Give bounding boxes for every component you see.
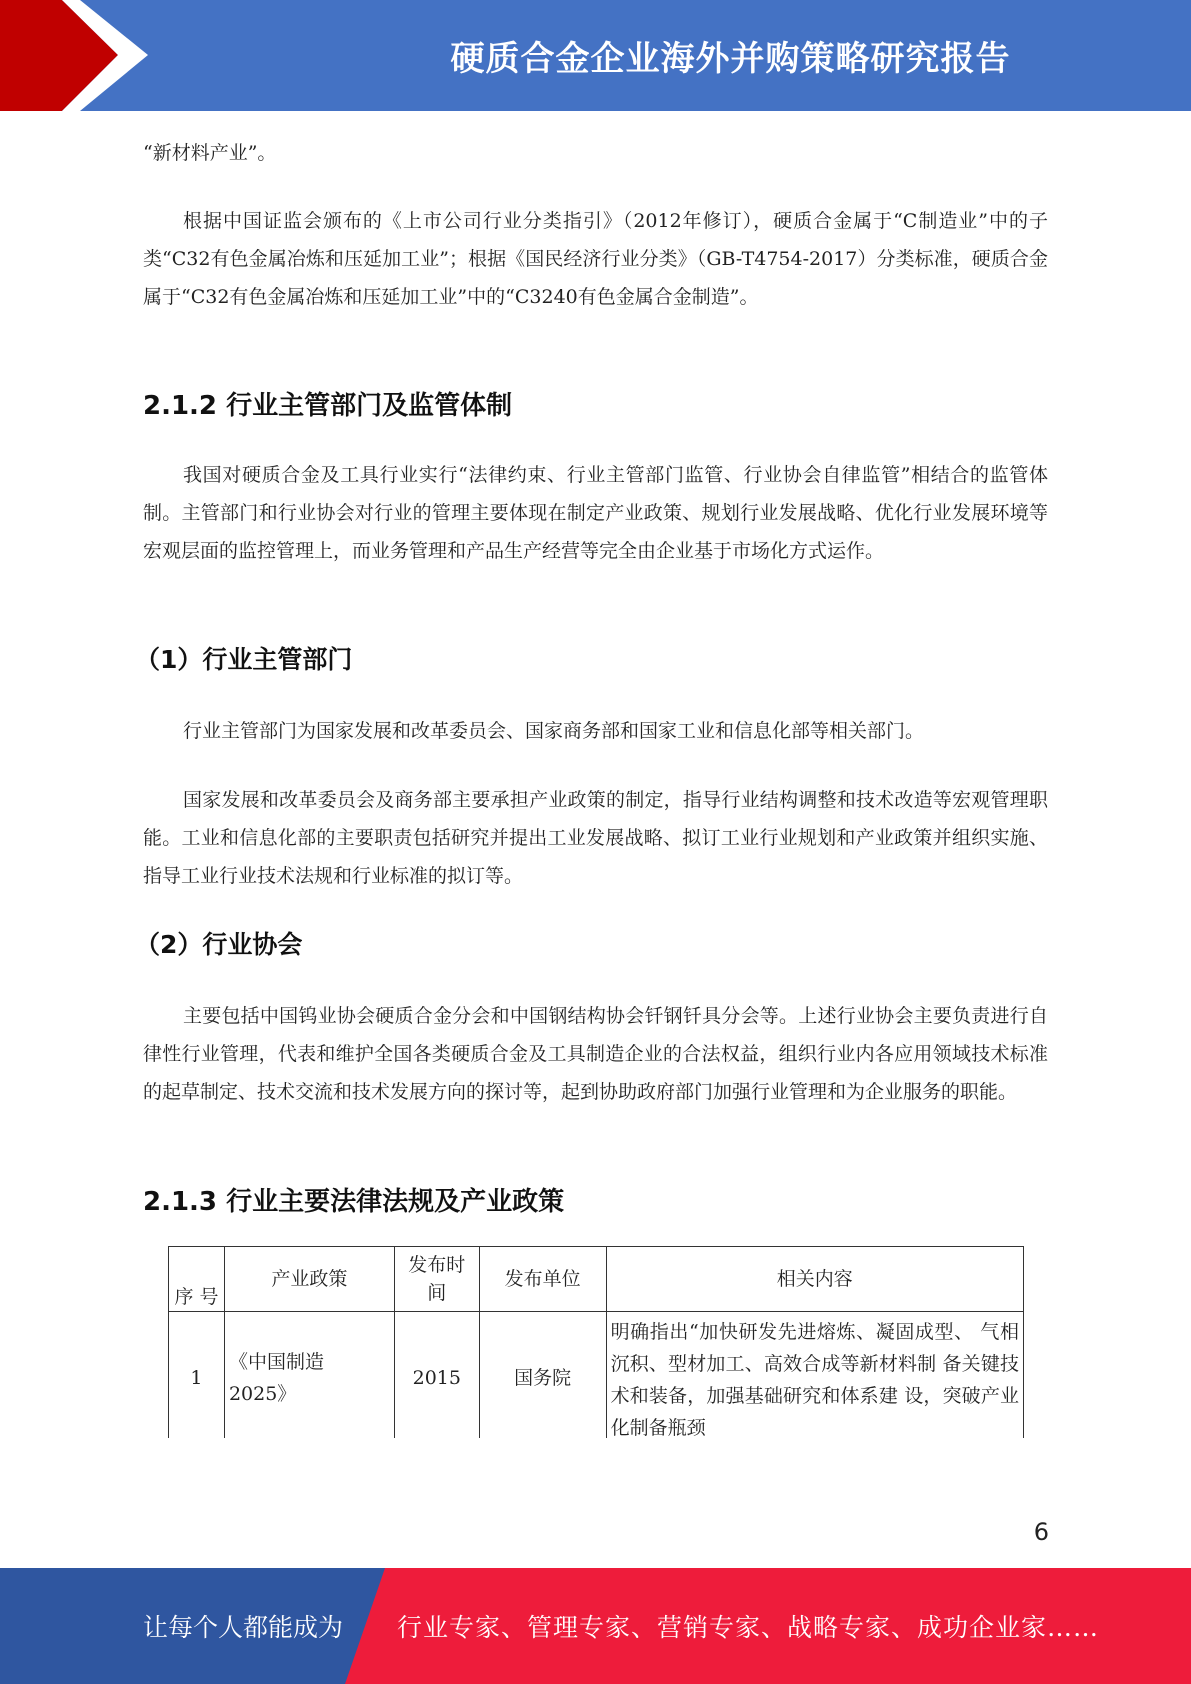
paragraph: 根据中国证监会颁布的《上市公司行业分类指引》（2012年修订），硬质合金属于“C制造业”中的子类“C32有色金属冶炼和压延加工业”；根据《国民经济行业分类》（GB-T4754-2017）分类标准，硬质合金属于“C32有色金属冶炼和压延加工业”中的“C3240有色金属合金制造”。 xyxy=(143,210,1048,308)
footer-slogan-right: 行业专家、管理专家、营销专家、战略专家、成功企业家…… xyxy=(397,1613,1100,1642)
cell-content: 明确指出“加快研发先进熔炼、凝固成型、 气相沉积、型材加工、高效合成等新材料制 备关键技术和装备，加强基础研究和体系建 设，突破产业化制备瓶颈 xyxy=(606,1312,1023,1439)
policy-table xyxy=(168,1246,1024,1438)
cell-issuer: 国务院 xyxy=(479,1312,606,1439)
table-header-row xyxy=(169,1247,1024,1312)
section-heading: 2.1.3 行业主要法律法规及产业政策 xyxy=(143,1187,565,1217)
paragraph: 我国对硬质合金及工具行业实行“法律约束、行业主管部门监管、行业协会自律监管”相结合的监管体制。主管部门和行业协会对行业的管理主要体现在制定产业政策、规划行业发展战略、优化行业发展环境等宏观层面的监控管理上，而业务管理和产品生产经营等完全由企业基于市场化方式运作。 xyxy=(143,464,1048,562)
section-heading: 2.1.2 行业主管部门及监管体制 xyxy=(143,391,513,421)
header-time: 发布时间 xyxy=(394,1247,479,1312)
paragraph: 主要包括中国钨业协会硬质合金分会和中国钢结构协会钎钢钎具分会等。上述行业协会主要负责进行自律性行业管理，代表和维护全国各类硬质合金及工具制造企业的合法权益，组织行业内各应用领域技术标准的起草制定、技术交流和技术发展方向的探讨等，起到协助政府部门加强行业管理和为企业服务的职能。 xyxy=(143,1005,1048,1103)
paragraph: 行业主管部门为国家发展和改革委员会、国家商务部和国家工业和信息化部等相关部门。 xyxy=(183,720,925,742)
cell-time: 2015 xyxy=(394,1312,479,1439)
subsection-heading: （2）行业协会 xyxy=(135,930,303,959)
header-content: 相关内容 xyxy=(606,1247,1023,1312)
subsection-heading: （1）行业主管部门 xyxy=(135,645,353,674)
page-footer xyxy=(0,1568,1191,1684)
cell-seq: 1 xyxy=(169,1312,225,1439)
table-row xyxy=(169,1312,1024,1439)
policy-table-container xyxy=(160,1240,1040,1438)
page-number: 6 xyxy=(1033,1518,1049,1546)
paragraph: “新材料产业”。 xyxy=(143,142,277,164)
paragraph: 国家发展和改革委员会及商务部主要承担产业政策的制定，指导行业结构调整和技术改造等宏观管理职能。工业和信息化部的主要职责包括研究并提出工业发展战略、拟订工业行业规划和产业政策并组织实施、指导工业行业技术法规和行业标准的拟订等。 xyxy=(143,789,1048,887)
cell-policy: 《中国制造2025》 xyxy=(224,1312,394,1439)
header-chevron-icon xyxy=(0,0,160,111)
header-issuer: 发布单位 xyxy=(479,1247,606,1312)
footer-slogan-left: 让每个人都能成为 xyxy=(143,1613,344,1642)
report-title: 硬质合金企业海外并购策略研究报告 xyxy=(450,39,1011,79)
header-policy: 产业政策 xyxy=(224,1247,394,1312)
page-header xyxy=(0,0,1191,111)
header-seq: 序 号 xyxy=(169,1247,225,1312)
